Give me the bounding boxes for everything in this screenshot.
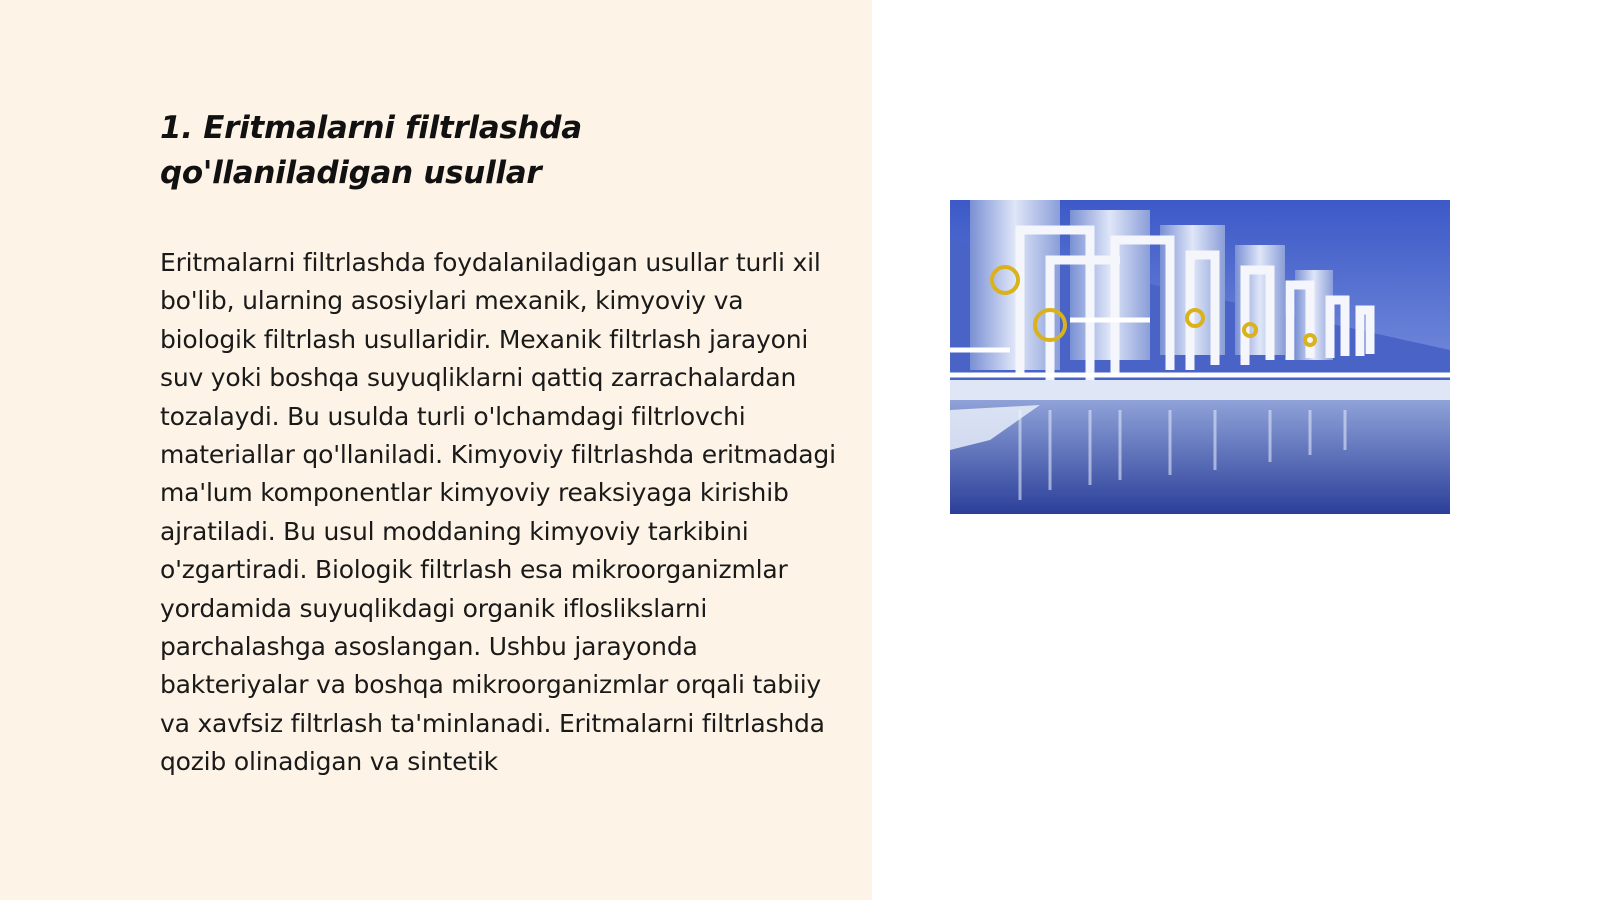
title-line-2: qo'llaniladigan usullar — [160, 155, 542, 191]
slide-title — [160, 106, 840, 196]
water-treatment-plant-photo — [950, 200, 1450, 514]
title-line-1: 1. Eritmalarni filtrlashda — [160, 110, 582, 146]
body-paragraph: Eritmalarni filtrlashda foydalaniladigan usullar turli xil bo'lib, ularning asosiylari mexanik, kimyoviy va biologik filtrlash usullaridir. Mexanik filtrlash jarayoni suv yoki boshqa suyuqliklarni qattiq zarrachalardan tozalaydi. Bu usulda turli o'lchamdagi filtrlovchi materiallar qo'llaniladi. Kimyoviy filtrlashda eritmadagi ma'lum komponentlar kimyoviy reaksiyaga kirishib ajratiladi. Bu usul moddaning kimyoviy tarkibini o'zgartiradi. Biologik filtrlash esa mikroorganizmlar yordamida suyuqlikdagi organik ifloslikslarni parchalashga asoslangan. Ushbu jarayonda bakteriyalar va boshqa mikroorganizmlar orqali tabiiy va xavfsiz filtrlash ta'minlanadi. Eritmalarni filtrlashda qozib olinadigan va sintetik — [160, 248, 836, 777]
